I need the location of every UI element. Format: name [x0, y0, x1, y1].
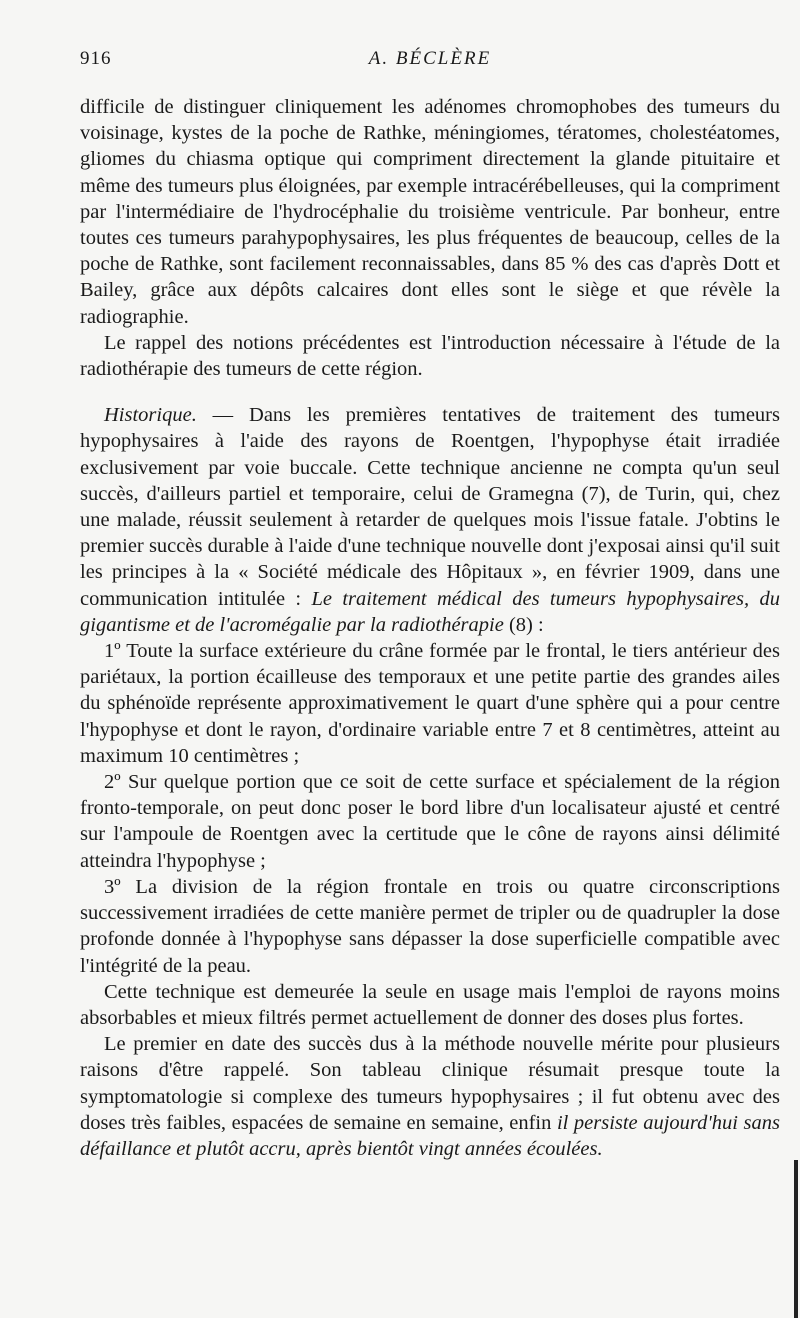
- paragraph: Cette technique est demeurée la seule en usage mais l'emploi de rayons moins absorbables et mieux filtrés permet actuellement de donner des doses plus fortes.: [80, 980, 780, 1029]
- final-text: Le premier en date des succès dus à la méthode nouvelle mérite pour plusieurs raisons d'être rappelé. Son tableau clinique résumait presque toute la symptomatologie si complexe des tumeurs hypophysaires ; il fut obtenu avec des doses très faibles, espacées de semaine en semaine, enfin: [80, 1033, 780, 1134]
- paragraph: Le rappel des notions précédentes est l'introduction nécessaire à l'étude de la radiothérapie des tumeurs de cette région.: [80, 331, 780, 381]
- principle-item: 3º La division de la région frontale en trois ou quatre circonscriptions successivement irradiées de cette manière permet de tripler ou de quadrupler la dose profonde donnée à l'hypophyse sans dépasser la dose superficielle compatible avec l'intégrité de la peau.: [80, 875, 780, 977]
- section-heading: Historique.: [104, 404, 197, 427]
- communication-title: Le traitement médical des tumeurs hypophysaires, du gigantisme et de l'acromégalie par la radiothérapie: [80, 587, 780, 636]
- page-header: [80, 48, 780, 76]
- historique-paragraph: [80, 402, 780, 638]
- final-paragraph: [80, 1031, 780, 1162]
- historique-reference: (8) :: [503, 613, 544, 636]
- page-edge-shadow: [794, 1160, 798, 1318]
- historique-text: — Dans les premières tentatives de traitement des tumeurs hypophysaires à l'aide des rayons de Roentgen, l'hypophyse était irradiée exclusivement par voie buccale. Cette technique ancienne ne compta qu'un seul succès, d'ailleurs partiel et temporaire, celui de Gramegna (7), de Turin, qui, chez une malade, réussit seulement à retarder de quelques mois l'issue fatale. J'obtins le premier succès durable à l'aide d'une technique nouvelle dont j'exposai ainsi qu'il suit les principes à la « Société médicale des Hôpitaux », en février 1909, dans une communication intitulée :: [80, 404, 780, 610]
- page-number: 916: [80, 48, 112, 69]
- final-italic: il persiste aujourd'hui sans défaillance et plutôt accru, après bientôt vingt années écoulées.: [80, 1111, 780, 1160]
- principle-item: 1º Toute la surface extérieure du crâne formée par le frontal, le tiers antérieur des pariétaux, la portion écailleuse des temporaux et une petite partie des grandes ailes du sphénoïde représente approximativement le quart d'une sphère qui a pour centre l'hypophyse et dont le rayon, d'ordinaire variable entre 7 et 8 centimètres, atteint au maximum 10 centimètres ;: [80, 640, 780, 767]
- principle-item: 2º Sur quelque portion que ce soit de cette surface et spécialement de la région fronto-temporale, on peut donc poser le bord libre d'un localisateur ajusté et centré sur l'ampoule de Roentgen avec la certitude que le cône de rayons ainsi délimité atteindra l'hypophyse ;: [80, 771, 780, 872]
- running-head: A. BÉCLÈRE: [368, 48, 492, 69]
- paragraph: difficile de distinguer cliniquement les adénomes chromophobes des tumeurs du voisinage, kystes de la poche de Rathke, méningiomes, tératomes, cholestéatomes, gliomes du chiasma optique qui compriment directement la glande pituitaire et même des tumeurs plus éloignées, par exemple intracérébelleuses, qui la compriment par l'intermédiaire de l'hydrocéphalie du troisième ventricule. Par bonheur, entre toutes ces tumeurs parahypophysaires, les plus fréquentes de beaucoup, celles de la poche de Rathke, sont facilement reconnaissables, dans 85 % des cas d'après Dott et Bailey, grâce aux dépôts calcaires dont elles sont le siège et que révèle la radiographie.: [80, 96, 780, 328]
- body-text: [80, 94, 780, 1162]
